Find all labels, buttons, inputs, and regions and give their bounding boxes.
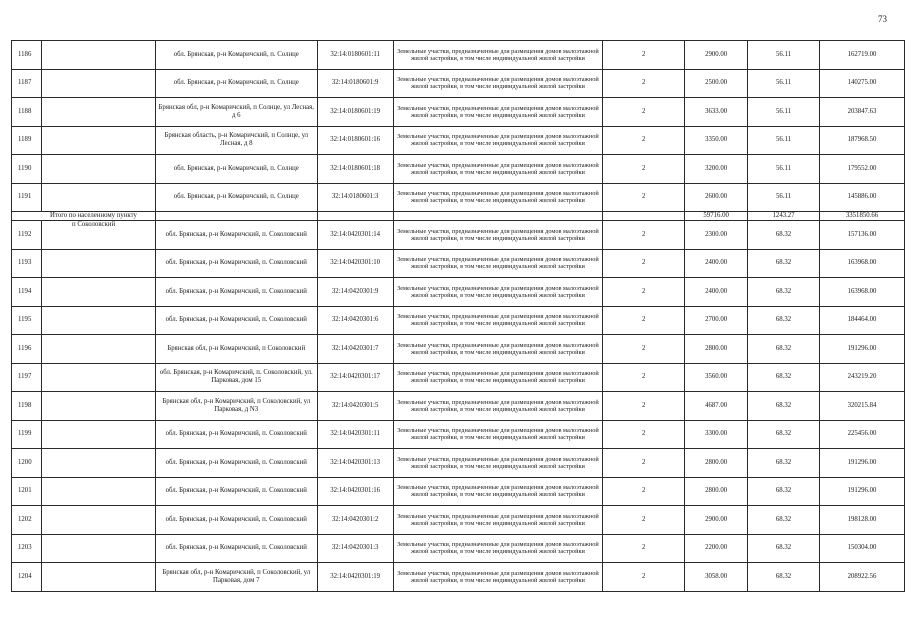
table-row — [12, 306, 905, 335]
row-number: 1195 — [12, 306, 42, 335]
cadastral-number-cell: 32:14:0180601:19 — [317, 98, 393, 127]
area-cell: 2800.00 — [685, 449, 748, 478]
land-use-cell: Земельные участки, предназначенные для размещения домов малоэтажной жилой застройки, в том числе индивидуальной жилой застройки — [393, 534, 603, 563]
cadastral-number-cell: 32:14:0180601:3 — [317, 183, 393, 212]
table-body-a — [12, 41, 905, 212]
cadastral-number-cell: 32:14:0420301:6 — [317, 306, 393, 335]
row-number: 1202 — [12, 506, 42, 535]
value-cell: 191296.00 — [820, 449, 905, 478]
rate-cell: 68.32 — [748, 306, 820, 335]
page-number: 73 — [878, 14, 887, 24]
cadastral-number-cell: 32:14:0420301:9 — [317, 278, 393, 307]
rate-cell: 56.11 — [748, 126, 820, 155]
area-cell: 2300.00 — [685, 221, 748, 250]
count-cell: 2 — [603, 449, 685, 478]
address-cell: обл. Брянская, р-н Комаричский, п. Соколовский — [155, 249, 317, 278]
address-cell: обл. Брянская, р-н Комаричский, п. Соколовский — [155, 306, 317, 335]
empty-cell — [41, 306, 155, 335]
address-cell: обл. Брянская, р-н Комаричский, п. Соколовский — [155, 420, 317, 449]
table-row — [12, 335, 905, 364]
rate-cell: 68.32 — [748, 335, 820, 364]
empty-cell — [41, 126, 155, 155]
table-row — [12, 392, 905, 421]
count-cell: 2 — [603, 249, 685, 278]
rate-cell: 56.11 — [748, 41, 820, 70]
cadastral-number-cell: 32:14:0180601:18 — [317, 155, 393, 184]
count-cell: 2 — [603, 534, 685, 563]
table-row — [12, 420, 905, 449]
value-cell: 157136.00 — [820, 221, 905, 250]
address-cell: обл. Брянская, р-н Комаричский, п. Солнце — [155, 155, 317, 184]
table-row — [12, 183, 905, 212]
rate-cell: 56.11 — [748, 69, 820, 98]
table-row — [12, 534, 905, 563]
value-cell: 198128.00 — [820, 506, 905, 535]
address-cell: обл. Брянская, р-н Комаричский, п. Соколовский — [155, 506, 317, 535]
land-use-cell: Земельные участки, предназначенные для размещения домов малоэтажной жилой застройки, в том числе индивидуальной жилой застройки — [393, 278, 603, 307]
area-cell: 2900.00 — [685, 506, 748, 535]
count-cell: 2 — [603, 98, 685, 127]
rate-cell: 68.32 — [748, 278, 820, 307]
rate-cell: 56.11 — [748, 98, 820, 127]
address-cell: Брянская область, р-н Комаричский, п Солнце, ул Лесная, д 8 — [155, 126, 317, 155]
table-row — [12, 477, 905, 506]
cadastral-number-cell: 32:14:0420301:2 — [317, 506, 393, 535]
area-cell: 3300.00 — [685, 420, 748, 449]
cadastral-number-cell: 32:14:0420301:16 — [317, 477, 393, 506]
total-rate: 1243.27 — [748, 212, 820, 221]
total-value: 3351850.66 — [820, 212, 905, 221]
land-use-cell: Земельные участки, предназначенные для размещения домов малоэтажной жилой застройки, в том числе индивидуальной жилой застройки — [393, 506, 603, 535]
cadastral-number-cell: 32:14:0420301:14 — [317, 221, 393, 250]
land-use-cell: Земельные участки, предназначенные для размещения домов малоэтажной жилой застройки, в том числе индивидуальной жилой застройки — [393, 449, 603, 478]
row-number: 1203 — [12, 534, 42, 563]
cadastral-number-cell: 32:14:0420301:10 — [317, 249, 393, 278]
table-row — [12, 506, 905, 535]
empty-cell — [41, 506, 155, 535]
address-cell: обл. Брянская, р-н Комаричский, п. Солнце — [155, 183, 317, 212]
count-cell: 2 — [603, 335, 685, 364]
land-use-cell: Земельные участки, предназначенные для размещения домов малоэтажной жилой застройки, в том числе индивидуальной жилой застройки — [393, 335, 603, 364]
area-cell: 3200.00 — [685, 155, 748, 184]
value-cell: 184464.00 — [820, 306, 905, 335]
land-use-cell: Земельные участки, предназначенные для размещения домов малоэтажной жилой застройки, в том числе индивидуальной жилой застройки — [393, 363, 603, 392]
address-cell: обл. Брянская, р-н Комаричский, п. Соколовский — [155, 449, 317, 478]
rate-cell: 68.32 — [748, 477, 820, 506]
address-cell: обл. Брянская, р-н Комаричский, п. Соколовский — [155, 221, 317, 250]
rate-cell: 68.32 — [748, 449, 820, 478]
land-plots-table — [11, 40, 905, 592]
land-use-cell: Земельные участки, предназначенные для размещения домов малоэтажной жилой застройки, в том числе индивидуальной жилой застройки — [393, 563, 603, 592]
row-number: 1200 — [12, 449, 42, 478]
empty-cell — [41, 477, 155, 506]
total-label: Итого по населенному пункту — [12, 212, 156, 221]
row-number: 1189 — [12, 126, 42, 155]
cadastral-number-cell: 32:14:0420301:19 — [317, 563, 393, 592]
land-use-cell: Земельные участки, предназначенные для размещения домов малоэтажной жилой застройки, в том числе индивидуальной жилой застройки — [393, 126, 603, 155]
area-cell: 2800.00 — [685, 335, 748, 364]
rate-cell: 56.11 — [748, 155, 820, 184]
value-cell: 179552.00 — [820, 155, 905, 184]
address-cell: обл. Брянская, р-н Комаричский, п. Солнце — [155, 41, 317, 70]
value-cell: 203847.63 — [820, 98, 905, 127]
rate-cell: 68.32 — [748, 363, 820, 392]
area-cell: 3350.00 — [685, 126, 748, 155]
row-number: 1201 — [12, 477, 42, 506]
land-use-cell: Земельные участки, предназначенные для размещения домов малоэтажной жилой застройки, в том числе индивидуальной жилой застройки — [393, 183, 603, 212]
count-cell: 2 — [603, 221, 685, 250]
row-number: 1191 — [12, 183, 42, 212]
value-cell: 150304.00 — [820, 534, 905, 563]
rate-cell: 68.32 — [748, 249, 820, 278]
value-cell: 162719.00 — [820, 41, 905, 70]
total-row — [12, 212, 905, 221]
land-use-cell: Земельные участки, предназначенные для размещения домов малоэтажной жилой застройки, в том числе индивидуальной жилой застройки — [393, 221, 603, 250]
count-cell: 2 — [603, 41, 685, 70]
value-cell: 208922.56 — [820, 563, 905, 592]
count-cell: 2 — [603, 69, 685, 98]
count-cell: 2 — [603, 363, 685, 392]
count-cell: 2 — [603, 306, 685, 335]
cadastral-number-cell: 32:14:0420301:11 — [317, 420, 393, 449]
empty-cell — [41, 249, 155, 278]
address-cell: обл. Брянская, р-н Комаричский, п. Соколовский — [155, 477, 317, 506]
count-cell: 2 — [603, 420, 685, 449]
empty-cell — [41, 183, 155, 212]
row-number: 1186 — [12, 41, 42, 70]
table-row — [12, 126, 905, 155]
rate-cell: 68.32 — [748, 392, 820, 421]
value-cell: 187968.50 — [820, 126, 905, 155]
area-cell: 2800.00 — [685, 477, 748, 506]
empty-cell — [41, 420, 155, 449]
count-cell: 2 — [603, 392, 685, 421]
row-number: 1192 — [12, 221, 42, 250]
empty-cell — [41, 363, 155, 392]
cadastral-number-cell: 32:14:0180601:16 — [317, 126, 393, 155]
area-cell: 2900.00 — [685, 41, 748, 70]
land-use-cell: Земельные участки, предназначенные для размещения домов малоэтажной жилой застройки, в том числе индивидуальной жилой застройки — [393, 249, 603, 278]
value-cell: 243219.20 — [820, 363, 905, 392]
empty-cell — [41, 155, 155, 184]
row-number: 1193 — [12, 249, 42, 278]
area-cell: 2200.00 — [685, 534, 748, 563]
land-use-cell: Земельные участки, предназначенные для размещения домов малоэтажной жилой застройки, в том числе индивидуальной жилой застройки — [393, 420, 603, 449]
locality-label: п Соколовский — [72, 221, 116, 228]
empty-cell — [41, 98, 155, 127]
land-use-cell: Земельные участки, предназначенные для размещения домов малоэтажной жилой застройки, в том числе индивидуальной жилой застройки — [393, 477, 603, 506]
value-cell: 320215.84 — [820, 392, 905, 421]
address-cell: обл. Брянская, р-н Комаричский, п. Соколовский — [155, 278, 317, 307]
count-cell: 2 — [603, 183, 685, 212]
area-cell: 2700.00 — [685, 306, 748, 335]
land-use-cell: Земельные участки, предназначенные для размещения домов малоэтажной жилой застройки, в том числе индивидуальной жилой застройки — [393, 306, 603, 335]
table-row — [12, 449, 905, 478]
address-cell: обл. Брянская, р-н Комаричский, п. Соколовский — [155, 534, 317, 563]
rate-cell: 68.32 — [748, 420, 820, 449]
rate-cell: 68.32 — [748, 563, 820, 592]
row-number: 1194 — [12, 278, 42, 307]
area-cell: 3633.00 — [685, 98, 748, 127]
count-cell: 2 — [603, 563, 685, 592]
cadastral-number-cell: 32:14:0180601:9 — [317, 69, 393, 98]
land-use-cell: Земельные участки, предназначенные для размещения домов малоэтажной жилой застройки, в том числе индивидуальной жилой застройки — [393, 41, 603, 70]
area-cell: 3560.00 — [685, 363, 748, 392]
table-row — [12, 155, 905, 184]
table-row — [12, 69, 905, 98]
rate-cell: 68.32 — [748, 534, 820, 563]
empty-cell — [41, 449, 155, 478]
value-cell: 145886.00 — [820, 183, 905, 212]
count-cell: 2 — [603, 155, 685, 184]
rate-cell: 68.32 — [748, 221, 820, 250]
empty-cell — [41, 41, 155, 70]
empty-cell — [41, 563, 155, 592]
table-row — [12, 41, 905, 70]
row-number: 1198 — [12, 392, 42, 421]
row-number: 1187 — [12, 69, 42, 98]
table-body-b — [12, 221, 905, 592]
empty-cell — [41, 392, 155, 421]
rate-cell: 68.32 — [748, 506, 820, 535]
row-number: 1199 — [12, 420, 42, 449]
table-row — [12, 221, 905, 250]
row-number: 1190 — [12, 155, 42, 184]
empty-cell — [41, 534, 155, 563]
count-cell: 2 — [603, 126, 685, 155]
cadastral-number-cell: 32:14:0420301:13 — [317, 449, 393, 478]
area-cell: 2600.00 — [685, 183, 748, 212]
address-cell: Брянская обл, р-н Комаричский, п Соколовский, ул Парковая, д N3 — [155, 392, 317, 421]
land-use-cell: Земельные участки, предназначенные для размещения домов малоэтажной жилой застройки, в том числе индивидуальной жилой застройки — [393, 155, 603, 184]
value-cell: 163968.00 — [820, 278, 905, 307]
row-number: 1204 — [12, 563, 42, 592]
address-cell: Брянская обл, р-н Комаричский, п Солнце, ул Лесная, д 6 — [155, 98, 317, 127]
count-cell: 2 — [603, 477, 685, 506]
table-row — [12, 563, 905, 592]
row-number: 1196 — [12, 335, 42, 364]
address-cell: обл. Брянская, р-н Комаричский, п. Солнце — [155, 69, 317, 98]
cadastral-number-cell: 32:14:0420301:17 — [317, 363, 393, 392]
table-row — [12, 363, 905, 392]
address-cell: обл. Брянская, р-н Комаричский, п. Соколовский, ул. Парковая, дом 15 — [155, 363, 317, 392]
area-cell: 3058.00 — [685, 563, 748, 592]
land-use-cell: Земельные участки, предназначенные для размещения домов малоэтажной жилой застройки, в том числе индивидуальной жилой застройки — [393, 98, 603, 127]
empty-cell — [41, 278, 155, 307]
count-cell: 2 — [603, 506, 685, 535]
area-cell: 4687.00 — [685, 392, 748, 421]
cadastral-number-cell: 32:14:0420301:7 — [317, 335, 393, 364]
area-cell: 2500.00 — [685, 69, 748, 98]
land-use-cell: Земельные участки, предназначенные для размещения домов малоэтажной жилой застройки, в том числе индивидуальной жилой застройки — [393, 392, 603, 421]
value-cell: 140275.00 — [820, 69, 905, 98]
address-cell: Брянская обл, р-н Комаричский, п Соколовский — [155, 335, 317, 364]
empty-cell — [41, 335, 155, 364]
cadastral-number-cell: 32:14:0420301:5 — [317, 392, 393, 421]
land-use-cell: Земельные участки, предназначенные для размещения домов малоэтажной жилой застройки, в том числе индивидуальной жилой застройки — [393, 69, 603, 98]
area-cell: 2400.00 — [685, 249, 748, 278]
row-number: 1197 — [12, 363, 42, 392]
count-cell: 2 — [603, 278, 685, 307]
table-row — [12, 98, 905, 127]
address-cell: Брянская обл, р-н Комаричский, п Соколовский, ул Парковая, дом 7 — [155, 563, 317, 592]
value-cell: 163968.00 — [820, 249, 905, 278]
value-cell: 191296.00 — [820, 335, 905, 364]
rate-cell: 56.11 — [748, 183, 820, 212]
area-cell: 2400.00 — [685, 278, 748, 307]
row-number: 1188 — [12, 98, 42, 127]
table-row — [12, 278, 905, 307]
empty-cell — [41, 69, 155, 98]
total-area: 59716.00 — [685, 212, 748, 221]
cadastral-number-cell: 32:14:0180601:11 — [317, 41, 393, 70]
value-cell: 225456.00 — [820, 420, 905, 449]
table-row — [12, 249, 905, 278]
value-cell: 191296.00 — [820, 477, 905, 506]
cadastral-number-cell: 32:14:0420301:3 — [317, 534, 393, 563]
